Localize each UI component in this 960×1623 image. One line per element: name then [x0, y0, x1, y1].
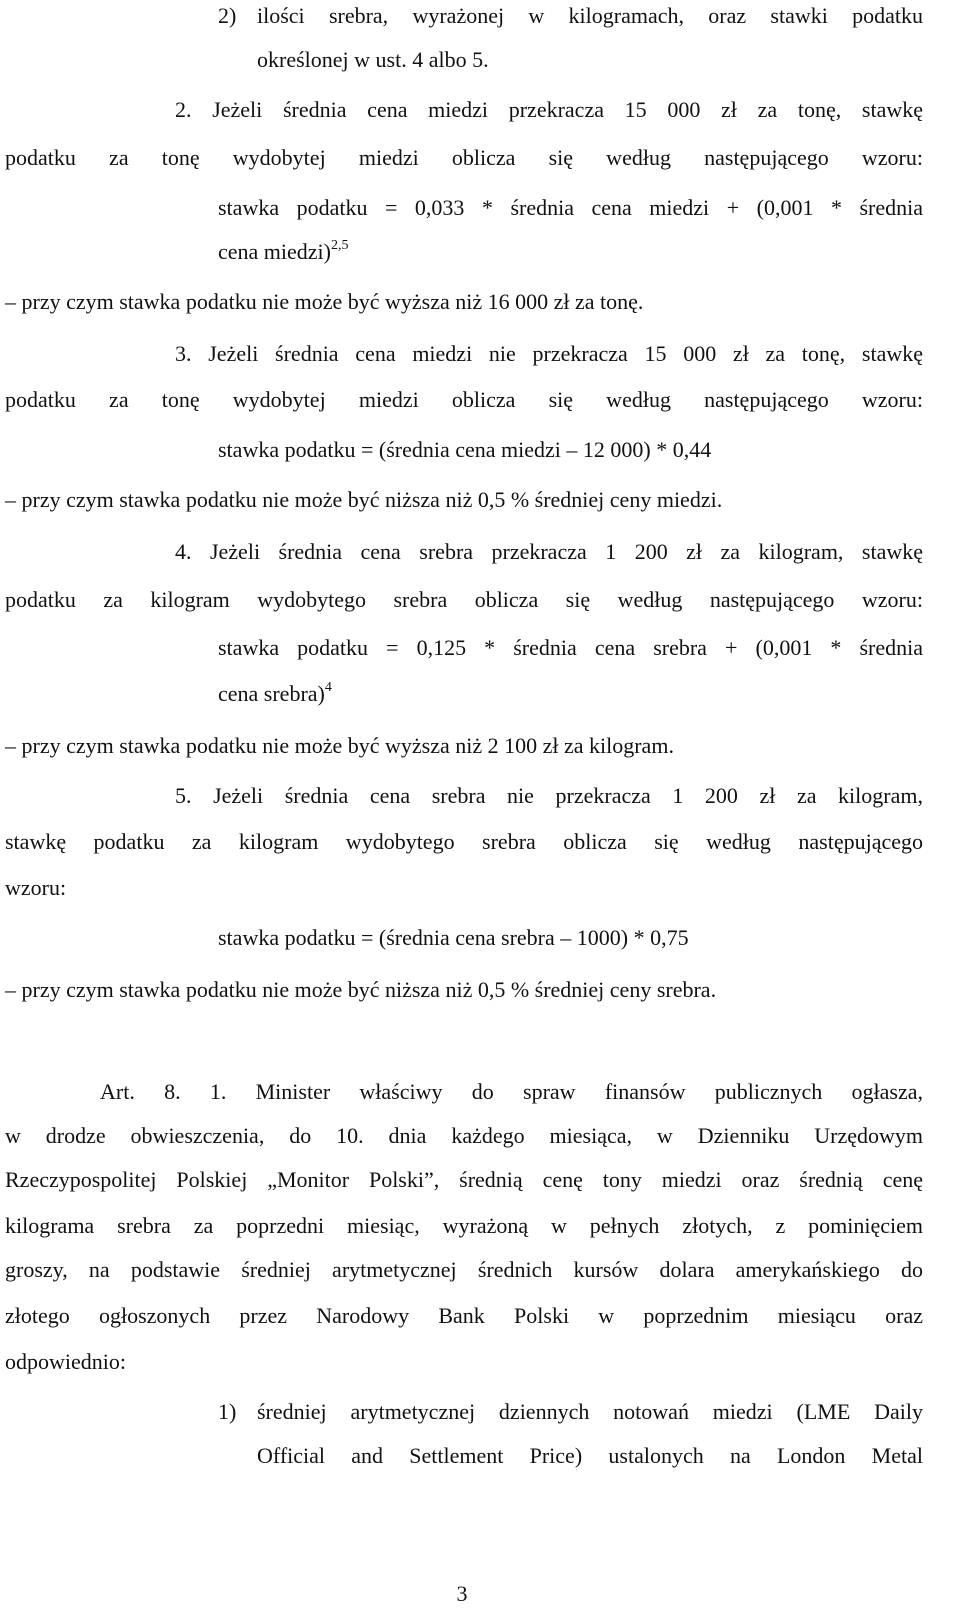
paragraph-5-line: 5. Jeżeli średnia cena srebra nie przekracza 1 200 zł za kilogram,: [175, 783, 923, 808]
article-8-line: złotego ogłoszonych przez Narodowy Bank Polski w poprzednim miesiącu oraz: [5, 1303, 923, 1328]
formula-line: stawka podatku = 0,033 * średnia cena miedzi + (0,001 * średnia: [218, 195, 923, 220]
formula-line: [218, 680, 923, 708]
list-item-text: średniej arytmetycznej dziennych notowań miedzi (LME Daily: [257, 1399, 923, 1424]
article-8-line: w drodze obwieszczenia, do 10. dnia każdego miesiąca, w Dzienniku Urzędowym: [5, 1123, 923, 1148]
page-number: 3: [456, 1581, 468, 1606]
paragraph-4-line: 4. Jeżeli średnia cena srebra przekracza 1 200 zł za kilogram, stawkę: [175, 539, 923, 564]
formula-line: [218, 238, 923, 266]
paragraph-5-line: wzoru:: [5, 875, 67, 900]
article-8-line: odpowiednio:: [5, 1349, 126, 1374]
article-8-line: Art. 8. 1. Minister właściwy do spraw finansów publicznych ogłasza,: [100, 1079, 923, 1104]
formula-text: cena miedzi): [218, 239, 331, 264]
paragraph-3-line: 3. Jeżeli średnia cena miedzi nie przekracza 15 000 zł za tonę, stawkę: [175, 341, 923, 366]
list-number: 1): [218, 1399, 237, 1424]
paragraph-note: – przy czym stawka podatku nie może być niższa niż 0,5 % średniej ceny miedzi.: [5, 487, 723, 512]
article-8-line: Rzeczypospolitej Polskiej „Monitor Polski”, średnią cenę tony miedzi oraz średnią cenę: [5, 1167, 923, 1192]
formula-text: cena srebra): [218, 681, 325, 706]
paragraph-2-line: 2. Jeżeli średnia cena miedzi przekracza 15 000 zł za tonę, stawkę: [175, 97, 923, 122]
paragraph-note: – przy czym stawka podatku nie może być wyższa niż 2 100 zł za kilogram.: [5, 733, 674, 758]
formula-line: stawka podatku = 0,125 * średnia cena srebra + (0,001 * średnia: [218, 635, 923, 660]
paragraph-3-line: podatku za tonę wydobytej miedzi oblicza się według następującego wzoru:: [5, 387, 923, 412]
formula-line: stawka podatku = (średnia cena miedzi – 12 000) * 0,44: [218, 437, 712, 462]
paragraph-2-line: podatku za tonę wydobytej miedzi oblicza się według następującego wzoru:: [5, 145, 923, 170]
list-number: 2): [218, 3, 237, 28]
article-8-line: kilograma srebra za poprzedni miesiąc, wyrażoną w pełnych złotych, z pominięciem: [5, 1213, 923, 1238]
paragraph-5-line: stawkę podatku za kilogram wydobytego srebra oblicza się według następującego: [5, 829, 923, 854]
formula-exponent: 4: [324, 679, 332, 695]
list-item-text: Official and Settlement Price) ustalonych na London Metal: [257, 1443, 923, 1468]
list-item-text: określonej w ust. 4 albo 5.: [257, 47, 489, 72]
article-8-line: groszy, na podstawie średniej arytmetycznej średnich kursów dolara amerykańskiego do: [5, 1257, 923, 1282]
paragraph-note: – przy czym stawka podatku nie może być wyższa niż 16 000 zł za tonę.: [5, 289, 644, 314]
paragraph-note: – przy czym stawka podatku nie może być niższa niż 0,5 % średniej ceny srebra.: [5, 977, 717, 1002]
paragraph-4-line: podatku za kilogram wydobytego srebra oblicza się według następującego wzoru:: [5, 587, 923, 612]
formula-exponent: 2,5: [331, 237, 349, 253]
list-item-text: ilości srebra, wyrażonej w kilogramach, oraz stawki podatku: [257, 3, 923, 28]
formula-line: stawka podatku = (średnia cena srebra – 1000) * 0,75: [218, 925, 689, 950]
